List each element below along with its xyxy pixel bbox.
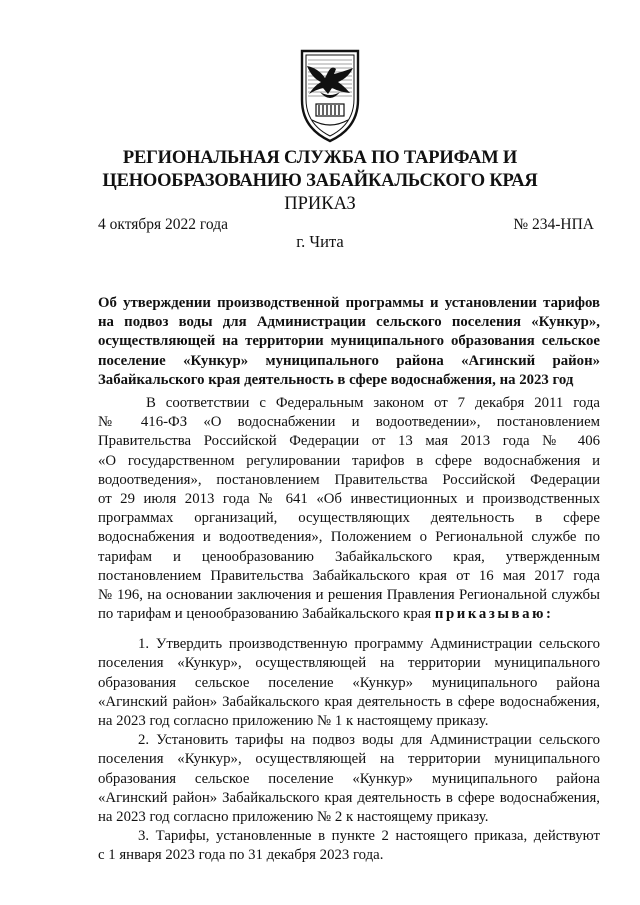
item-line: поселения «Кункур», осуществляющей на территории муниципального: [98, 751, 600, 768]
preamble-line: программах организаций, осуществляющих деятельность в сфере: [98, 510, 600, 527]
document-type: ПРИКАЗ: [284, 194, 356, 214]
preamble-last-line: [98, 605, 600, 624]
preamble-line: водоотведения», постановлением Правительства Российской Федерации: [98, 471, 600, 488]
item-line: 1. Утвердить производственную программу Администрации сельского: [138, 636, 600, 653]
order-date: 4 октября 2022 года: [98, 216, 228, 233]
subject-line: на подвоз воды для Администрации сельского поселения «Кункур»,: [98, 314, 600, 331]
preamble-line: № 416-ФЗ «О водоснабжении и водоотведении», постановлением: [98, 414, 600, 431]
item-line: образования сельское поселение «Кункур» муниципального района: [98, 674, 600, 691]
preamble-line: Правительства Российской Федерации от 13 мая 2013 года № 406: [98, 433, 600, 450]
agency-name-line1: РЕГИОНАЛЬНАЯ СЛУЖБА ПО ТАРИФАМ И: [122, 148, 518, 168]
item-line: поселения «Кункур», осуществляющей на территории муниципального: [98, 655, 600, 672]
item-line: 3. Тарифы, установленные в пункте 2 настоящего приказа, действуют: [138, 828, 600, 845]
item-2: [98, 731, 600, 827]
order-body: [98, 394, 600, 866]
agency-name-line2: ЦЕНООБРАЗОВАНИЮ ЗАБАЙКАЛЬСКОГО КРАЯ: [102, 171, 538, 191]
order-city: г. Чита: [296, 232, 344, 251]
preamble-line: тарифам и ценообразованию Забайкальского края, утвержденным: [98, 548, 600, 565]
item-line: образования сельское поселение «Кункур» муниципального района: [98, 770, 600, 787]
item-line: 2. Установить тарифы на подвоз воды для Администрации сельского: [138, 732, 600, 749]
item-last-line: с 1 января 2023 года по 31 декабря 2023 года.: [98, 847, 384, 864]
subject-line: Забайкальского края деятельность в сфере водоснабжения, на 2023 год: [98, 371, 574, 388]
subject-line: Об утверждении производственной программы и установлении тарифов: [98, 295, 600, 311]
subject-line: осуществляющей на территории муниципального образования сельское: [98, 333, 600, 350]
subject-line: поселение «Кункур» муниципального района «Агинский район»: [98, 352, 600, 369]
preamble-line: В соответствии с Федеральным законом от 7 декабря 2011 года: [146, 395, 600, 411]
order-number: № 234-НПА: [513, 216, 594, 233]
item-1: [98, 635, 600, 731]
preamble-line: постановлением Правительства Забайкальского края от 16 мая 2017 года: [98, 567, 600, 584]
preamble-paragraph: [98, 394, 600, 624]
paragraph-gap: [98, 624, 600, 635]
item-line: «Агинский район» Забайкальского края деятельность в сфере водоснабжения,: [98, 693, 600, 710]
decree-word: приказываю:: [434, 606, 554, 623]
preamble-line: «О государственном регулировании тарифов в сфере водоснабжения и: [98, 452, 600, 469]
coat-of-arms-emblem: [298, 48, 362, 144]
preamble-line: водоснабжения и водоотведения», Положением о Региональной службе по: [98, 529, 600, 546]
agency-name: [0, 147, 640, 193]
item-line: «Агинский район» Забайкальского края деятельность в сфере водоснабжения,: [98, 789, 600, 806]
item-3: [98, 827, 600, 865]
item-last-line: на 2023 год согласно приложению № 2 к настоящему приказу.: [98, 808, 489, 825]
preamble-last-text: по тарифам и ценообразованию Забайкальского края: [98, 606, 432, 623]
item-last-line: на 2023 год согласно приложению № 1 к настоящему приказу.: [98, 713, 489, 730]
preamble-line: от 29 июля 2013 года № 641 «Об инвестиционных и производственных: [98, 490, 600, 507]
order-subject: [98, 294, 600, 390]
preamble-line: № 196, на основании заключения и решения Правления Региональной службы: [98, 586, 600, 603]
